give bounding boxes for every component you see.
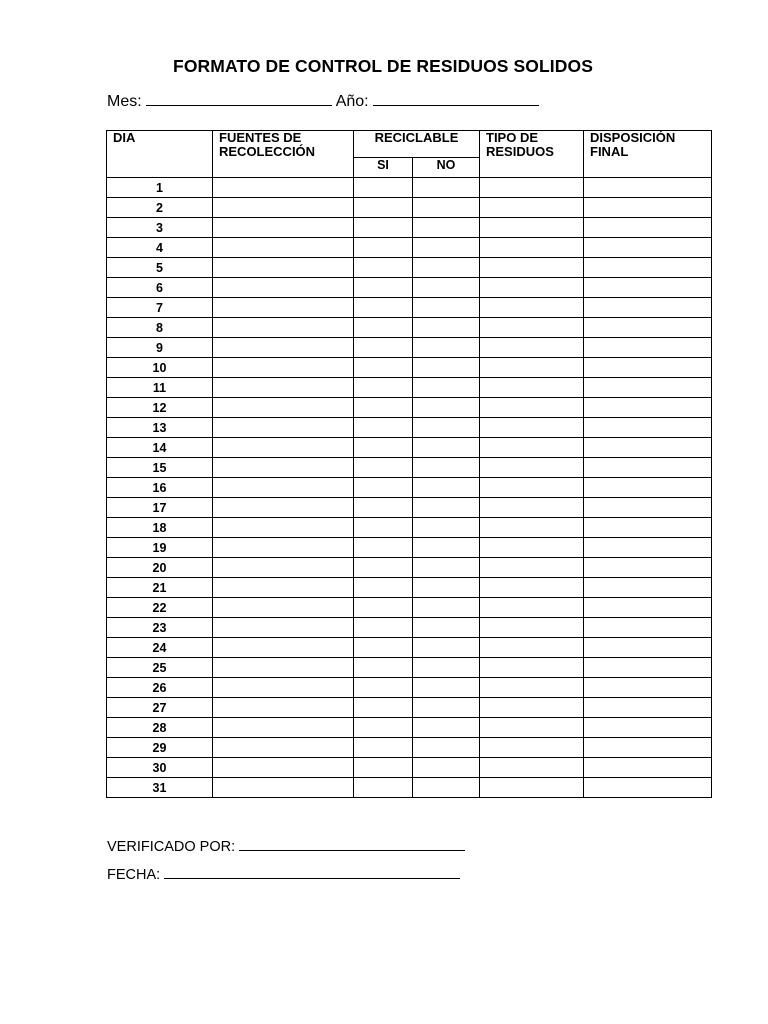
day-number: 30 (107, 758, 213, 778)
si-cell[interactable] (354, 218, 413, 238)
tipo-cell[interactable] (480, 758, 584, 778)
header-no: NO (413, 158, 480, 178)
day-number: 20 (107, 558, 213, 578)
tipo-cell[interactable] (480, 738, 584, 758)
day-number: 27 (107, 698, 213, 718)
anio-label: Año: (335, 93, 369, 110)
disposicion-cell[interactable] (584, 558, 712, 578)
fuentes-cell[interactable] (213, 538, 354, 558)
day-number: 13 (107, 418, 213, 438)
disposicion-cell[interactable] (584, 218, 712, 238)
table-row (107, 178, 712, 198)
waste-control-table (106, 130, 712, 798)
fuentes-cell[interactable] (213, 738, 354, 758)
fuentes-cell[interactable] (213, 378, 354, 398)
table-row (107, 718, 712, 738)
day-number: 2 (107, 198, 213, 218)
si-cell[interactable] (354, 298, 413, 318)
day-number: 8 (107, 318, 213, 338)
no-cell[interactable] (413, 618, 480, 638)
table-row (107, 338, 712, 358)
day-number: 26 (107, 678, 213, 698)
day-number: 24 (107, 638, 213, 658)
no-cell[interactable] (413, 338, 480, 358)
tipo-cell[interactable] (480, 458, 584, 478)
tipo-cell[interactable] (480, 278, 584, 298)
no-cell[interactable] (413, 518, 480, 538)
table-row (107, 598, 712, 618)
disposicion-cell[interactable] (584, 578, 712, 598)
disposicion-cell[interactable] (584, 698, 712, 718)
fuentes-cell[interactable] (213, 398, 354, 418)
day-number: 31 (107, 778, 213, 798)
tipo-cell[interactable] (480, 618, 584, 638)
si-cell[interactable] (354, 758, 413, 778)
mes-field[interactable] (146, 93, 332, 106)
tipo-cell[interactable] (480, 498, 584, 518)
fuentes-cell[interactable] (213, 518, 354, 538)
tipo-cell[interactable] (480, 338, 584, 358)
fuentes-cell[interactable] (213, 178, 354, 198)
tipo-cell[interactable] (480, 418, 584, 438)
tipo-cell[interactable] (480, 258, 584, 278)
day-number: 4 (107, 238, 213, 258)
no-cell[interactable] (413, 778, 480, 798)
disposicion-cell[interactable] (584, 658, 712, 678)
disposicion-cell[interactable] (584, 758, 712, 778)
disposicion-cell[interactable] (584, 778, 712, 798)
disposicion-cell[interactable] (584, 338, 712, 358)
si-cell[interactable] (354, 598, 413, 618)
disposicion-cell[interactable] (584, 458, 712, 478)
no-cell[interactable] (413, 178, 480, 198)
si-cell[interactable] (354, 318, 413, 338)
si-cell[interactable] (354, 458, 413, 478)
tipo-cell[interactable] (480, 178, 584, 198)
tipo-cell[interactable] (480, 358, 584, 378)
mes-label: Mes: (107, 93, 142, 110)
disposicion-cell[interactable] (584, 278, 712, 298)
no-cell[interactable] (413, 558, 480, 578)
table-row (107, 438, 712, 458)
si-cell[interactable] (354, 658, 413, 678)
si-cell[interactable] (354, 678, 413, 698)
fuentes-cell[interactable] (213, 658, 354, 678)
no-cell[interactable] (413, 638, 480, 658)
tipo-cell[interactable] (480, 698, 584, 718)
table-row (107, 258, 712, 278)
disposicion-cell[interactable] (584, 598, 712, 618)
header-tipo: TIPO DE RESIDUOS (480, 131, 584, 178)
tipo-cell[interactable] (480, 378, 584, 398)
day-number: 5 (107, 258, 213, 278)
fuentes-cell[interactable] (213, 438, 354, 458)
si-cell[interactable] (354, 498, 413, 518)
table-row (107, 678, 712, 698)
tipo-cell[interactable] (480, 318, 584, 338)
fuentes-cell[interactable] (213, 578, 354, 598)
header-si: SI (354, 158, 413, 178)
day-number: 3 (107, 218, 213, 238)
tipo-cell[interactable] (480, 478, 584, 498)
fuentes-cell[interactable] (213, 498, 354, 518)
tipo-cell[interactable] (480, 398, 584, 418)
disposicion-cell[interactable] (584, 398, 712, 418)
fecha-label: FECHA: (107, 867, 161, 883)
si-cell[interactable] (354, 378, 413, 398)
table-row (107, 658, 712, 678)
fuentes-cell[interactable] (213, 218, 354, 238)
tipo-cell[interactable] (480, 518, 584, 538)
disposicion-cell[interactable] (584, 418, 712, 438)
no-cell[interactable] (413, 758, 480, 778)
fuentes-cell[interactable] (213, 198, 354, 218)
fuentes-cell[interactable] (213, 638, 354, 658)
title-text: FORMATO DE CONTROL DE RESIDUOS SOLIDOS (173, 56, 593, 76)
fuentes-cell[interactable] (213, 298, 354, 318)
table-row (107, 218, 712, 238)
disposicion-cell[interactable] (584, 498, 712, 518)
si-cell[interactable] (354, 438, 413, 458)
no-cell[interactable] (413, 218, 480, 238)
disposicion-cell[interactable] (584, 198, 712, 218)
no-cell[interactable] (413, 198, 480, 218)
si-cell[interactable] (354, 738, 413, 758)
si-cell[interactable] (354, 638, 413, 658)
no-cell[interactable] (413, 358, 480, 378)
day-number: 1 (107, 178, 213, 198)
si-cell[interactable] (354, 538, 413, 558)
tipo-cell[interactable] (480, 558, 584, 578)
day-number: 19 (107, 538, 213, 558)
month-year-line (107, 93, 539, 111)
fecha-line (107, 867, 460, 883)
table-row (107, 358, 712, 378)
no-cell[interactable] (413, 658, 480, 678)
table-row (107, 478, 712, 498)
tipo-cell[interactable] (480, 238, 584, 258)
table-row (107, 618, 712, 638)
table-row (107, 378, 712, 398)
disposicion-cell[interactable] (584, 438, 712, 458)
si-cell[interactable] (354, 778, 413, 798)
disposicion-cell[interactable] (584, 298, 712, 318)
si-cell[interactable] (354, 358, 413, 378)
disposicion-cell[interactable] (584, 318, 712, 338)
disposicion-cell[interactable] (584, 718, 712, 738)
day-number: 12 (107, 398, 213, 418)
table-row (107, 278, 712, 298)
table-row (107, 318, 712, 338)
tipo-cell[interactable] (480, 198, 584, 218)
table-row (107, 458, 712, 478)
fuentes-cell[interactable] (213, 338, 354, 358)
table-row (107, 738, 712, 758)
table-row (107, 638, 712, 658)
si-cell[interactable] (354, 278, 413, 298)
si-cell[interactable] (354, 178, 413, 198)
si-cell[interactable] (354, 478, 413, 498)
si-cell[interactable] (354, 518, 413, 538)
disposicion-cell[interactable] (584, 478, 712, 498)
fuentes-cell[interactable] (213, 678, 354, 698)
day-number: 11 (107, 378, 213, 398)
disposicion-cell[interactable] (584, 238, 712, 258)
no-cell[interactable] (413, 438, 480, 458)
no-cell[interactable] (413, 538, 480, 558)
table-row (107, 198, 712, 218)
fuentes-cell[interactable] (213, 258, 354, 278)
no-cell[interactable] (413, 478, 480, 498)
table-row (107, 418, 712, 438)
no-cell[interactable] (413, 498, 480, 518)
verificado-field[interactable] (239, 839, 465, 851)
table-row (107, 298, 712, 318)
table-row (107, 578, 712, 598)
day-number: 14 (107, 438, 213, 458)
table-row (107, 758, 712, 778)
table-row (107, 538, 712, 558)
tipo-cell[interactable] (480, 218, 584, 238)
header-reciclable: RECICLABLE (354, 131, 480, 158)
fuentes-cell[interactable] (213, 758, 354, 778)
disposicion-cell[interactable] (584, 638, 712, 658)
disposicion-cell[interactable] (584, 538, 712, 558)
disposicion-cell[interactable] (584, 618, 712, 638)
tipo-cell[interactable] (480, 438, 584, 458)
no-cell[interactable] (413, 598, 480, 618)
tipo-cell[interactable] (480, 658, 584, 678)
fuentes-cell[interactable] (213, 458, 354, 478)
no-cell[interactable] (413, 678, 480, 698)
disposicion-cell[interactable] (584, 258, 712, 278)
fuentes-cell[interactable] (213, 238, 354, 258)
no-cell[interactable] (413, 718, 480, 738)
day-number: 23 (107, 618, 213, 638)
fuentes-cell[interactable] (213, 618, 354, 638)
no-cell[interactable] (413, 258, 480, 278)
fuentes-cell[interactable] (213, 598, 354, 618)
disposicion-cell[interactable] (584, 678, 712, 698)
no-cell[interactable] (413, 398, 480, 418)
day-number: 7 (107, 298, 213, 318)
no-cell[interactable] (413, 578, 480, 598)
table-row (107, 698, 712, 718)
no-cell[interactable] (413, 278, 480, 298)
tipo-cell[interactable] (480, 718, 584, 738)
fecha-field[interactable] (164, 867, 460, 879)
no-cell[interactable] (413, 458, 480, 478)
disposicion-cell[interactable] (584, 518, 712, 538)
anio-field[interactable] (373, 93, 539, 106)
tipo-cell[interactable] (480, 678, 584, 698)
tipo-cell[interactable] (480, 298, 584, 318)
fuentes-cell[interactable] (213, 478, 354, 498)
si-cell[interactable] (354, 198, 413, 218)
day-number: 18 (107, 518, 213, 538)
day-number: 6 (107, 278, 213, 298)
verificado-label: VERIFICADO POR: (107, 839, 236, 855)
day-number: 29 (107, 738, 213, 758)
si-cell[interactable] (354, 558, 413, 578)
day-number: 25 (107, 658, 213, 678)
day-number: 17 (107, 498, 213, 518)
si-cell[interactable] (354, 418, 413, 438)
tipo-cell[interactable] (480, 538, 584, 558)
disposicion-cell[interactable] (584, 738, 712, 758)
day-number: 28 (107, 718, 213, 738)
table-row (107, 498, 712, 518)
day-number: 22 (107, 598, 213, 618)
table-row (107, 558, 712, 578)
header-dia: DIA (107, 131, 213, 178)
no-cell[interactable] (413, 298, 480, 318)
tipo-cell[interactable] (480, 578, 584, 598)
no-cell[interactable] (413, 378, 480, 398)
no-cell[interactable] (413, 238, 480, 258)
si-cell[interactable] (354, 618, 413, 638)
header-disposicion: DISPOSICIÓN FINAL (584, 131, 712, 178)
tipo-cell[interactable] (480, 638, 584, 658)
fuentes-cell[interactable] (213, 778, 354, 798)
day-number: 16 (107, 478, 213, 498)
si-cell[interactable] (354, 718, 413, 738)
tipo-cell[interactable] (480, 598, 584, 618)
si-cell[interactable] (354, 238, 413, 258)
fuentes-cell[interactable] (213, 558, 354, 578)
day-number: 21 (107, 578, 213, 598)
fuentes-cell[interactable] (213, 718, 354, 738)
fuentes-cell[interactable] (213, 698, 354, 718)
day-number: 15 (107, 458, 213, 478)
fuentes-cell[interactable] (213, 358, 354, 378)
fuentes-cell[interactable] (213, 418, 354, 438)
header-fuentes: FUENTES DE RECOLECCIÓN (213, 131, 354, 178)
table-row (107, 778, 712, 798)
disposicion-cell[interactable] (584, 178, 712, 198)
fuentes-cell[interactable] (213, 278, 354, 298)
si-cell[interactable] (354, 578, 413, 598)
disposicion-cell[interactable] (584, 378, 712, 398)
disposicion-cell[interactable] (584, 358, 712, 378)
si-cell[interactable] (354, 338, 413, 358)
no-cell[interactable] (413, 698, 480, 718)
si-cell[interactable] (354, 258, 413, 278)
si-cell[interactable] (354, 698, 413, 718)
tipo-cell[interactable] (480, 778, 584, 798)
table-row (107, 398, 712, 418)
fuentes-cell[interactable] (213, 318, 354, 338)
no-cell[interactable] (413, 418, 480, 438)
table-row (107, 518, 712, 538)
table-row (107, 238, 712, 258)
verificado-line (107, 839, 465, 855)
si-cell[interactable] (354, 398, 413, 418)
page-title (0, 56, 768, 77)
day-number: 9 (107, 338, 213, 358)
day-number: 10 (107, 358, 213, 378)
no-cell[interactable] (413, 318, 480, 338)
no-cell[interactable] (413, 738, 480, 758)
